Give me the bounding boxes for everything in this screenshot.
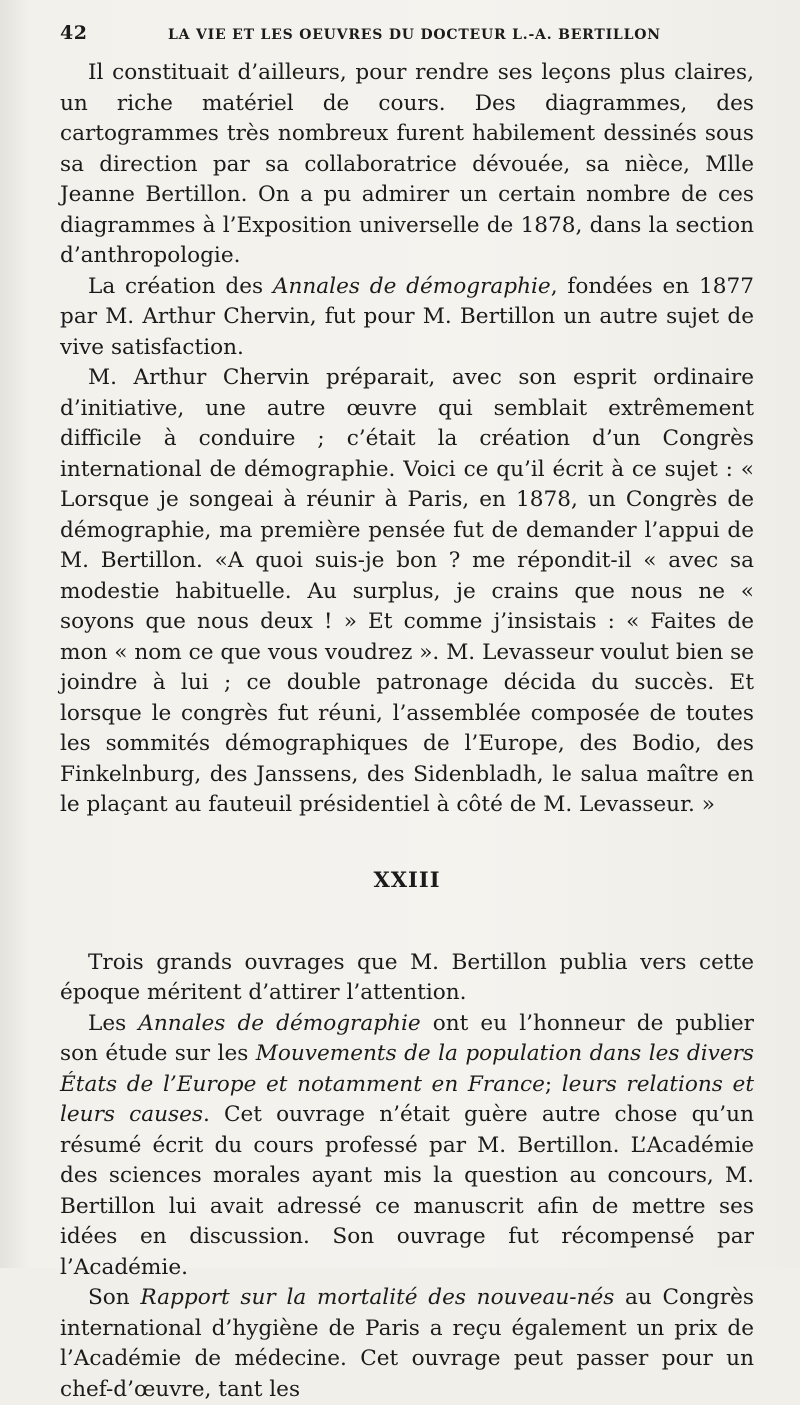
text-run: au Congrès international d’hygiène de Paris a reçu également un prix de l’Académie de médecine. Cet ouvrage peut passer pour un chef-d’œuvre, tant les: [60, 1285, 754, 1402]
paragraph: [60, 948, 754, 1009]
text-run: Son: [88, 1285, 140, 1310]
running-head-title: LA VIE ET LES OEUVRES DU DOCTEUR L.-A. BERTILLON: [168, 27, 661, 43]
italic-title: Annales de démographie: [273, 274, 551, 299]
text-run: Il constituait d’ailleurs, pour rendre ses leçons plus claires, un riche matériel de cours. Des diagrammes, des cartogrammes très nombreux furent habilement dessinés sous sa direction par sa collaboratrice dévouée, sa nièce, Mlle Jeanne Bertillon. On a pu admirer un certain nombre de ces diagrammes à l’Exposition universelle de 1878, dans la section d’anthropologie.: [60, 60, 754, 268]
italic-title: Annales de démographie: [138, 1011, 420, 1036]
text-run: La création des: [88, 274, 273, 299]
page-number: 42: [60, 22, 168, 44]
paragraph: [60, 58, 754, 272]
paragraph: [60, 1009, 754, 1284]
text-run: M. Arthur Chervin préparait, avec son esprit ordinaire d’initiative, une autre œuvre qui semblait extrêmement difficile à conduire ; c’était la création d’un Congrès international de démographie. Voici ce qu’il écrit à ce sujet : « Lorsque je songeai à réunir à Paris, en 1878, un Congrès de démographie, ma première pensée fut de demander l’appui de M. Bertillon. «A quoi suis-je bon ? me répondit-il « avec sa modestie habituelle. Au surplus, je crains que nous ne « soyons que nous deux ! » Et comme j’insistais : « Faites de mon « nom ce que vous voudrez ». M. Levasseur voulut bien se joindre à lui ; ce double patronage décida du succès. Et lorsque le congrès fut réuni, l’assemblée composée de toutes les sommités démographiques de l’Europe, des Bodio, des Finkelnburg, des Janssens, des Sidenbladh, le salua maître en le plaçant au fauteuil présidentiel à côté de M. Levasseur. »: [60, 365, 754, 817]
text-run: ont eu l’honneur de publier son étude sur les: [60, 1011, 754, 1067]
section-heading: XXIII: [60, 867, 754, 892]
body-text-after: [60, 948, 754, 1405]
italic-title: Mouvements de la population dans les divers États de l’Europe et notamment en France: [60, 1041, 754, 1097]
text-run: Les: [88, 1011, 138, 1036]
text-run: , fondées en 1877 par M. Arthur Chervin, fut pour M. Bertillon un autre sujet de vive satisfaction.: [60, 274, 754, 360]
text-run: Trois grands ouvrages que M. Bertillon publia vers cette époque méritent d’attirer l’attention.: [60, 950, 754, 1006]
running-head: [60, 22, 754, 58]
text-run: ;: [545, 1072, 562, 1097]
paragraph: [60, 363, 754, 821]
italic-title: Rapport sur la mortalité des nouveau-nés: [140, 1285, 614, 1310]
italic-title: leurs relations et leurs causes: [60, 1072, 754, 1128]
text-run: . Cet ouvrage n’était guère autre chose qu’un résumé écrit du cours professé par M. Bertillon. L’Académie des sciences morales ayant mis la question au concours, M. Bertillon lui avait adressé ce manuscrit afin de mettre ses idées en discussion. Son ouvrage fut récompensé par l’Académie.: [60, 1102, 754, 1280]
body-text-before: [60, 58, 754, 821]
paragraph: [60, 272, 754, 364]
paragraph: [60, 1283, 754, 1405]
